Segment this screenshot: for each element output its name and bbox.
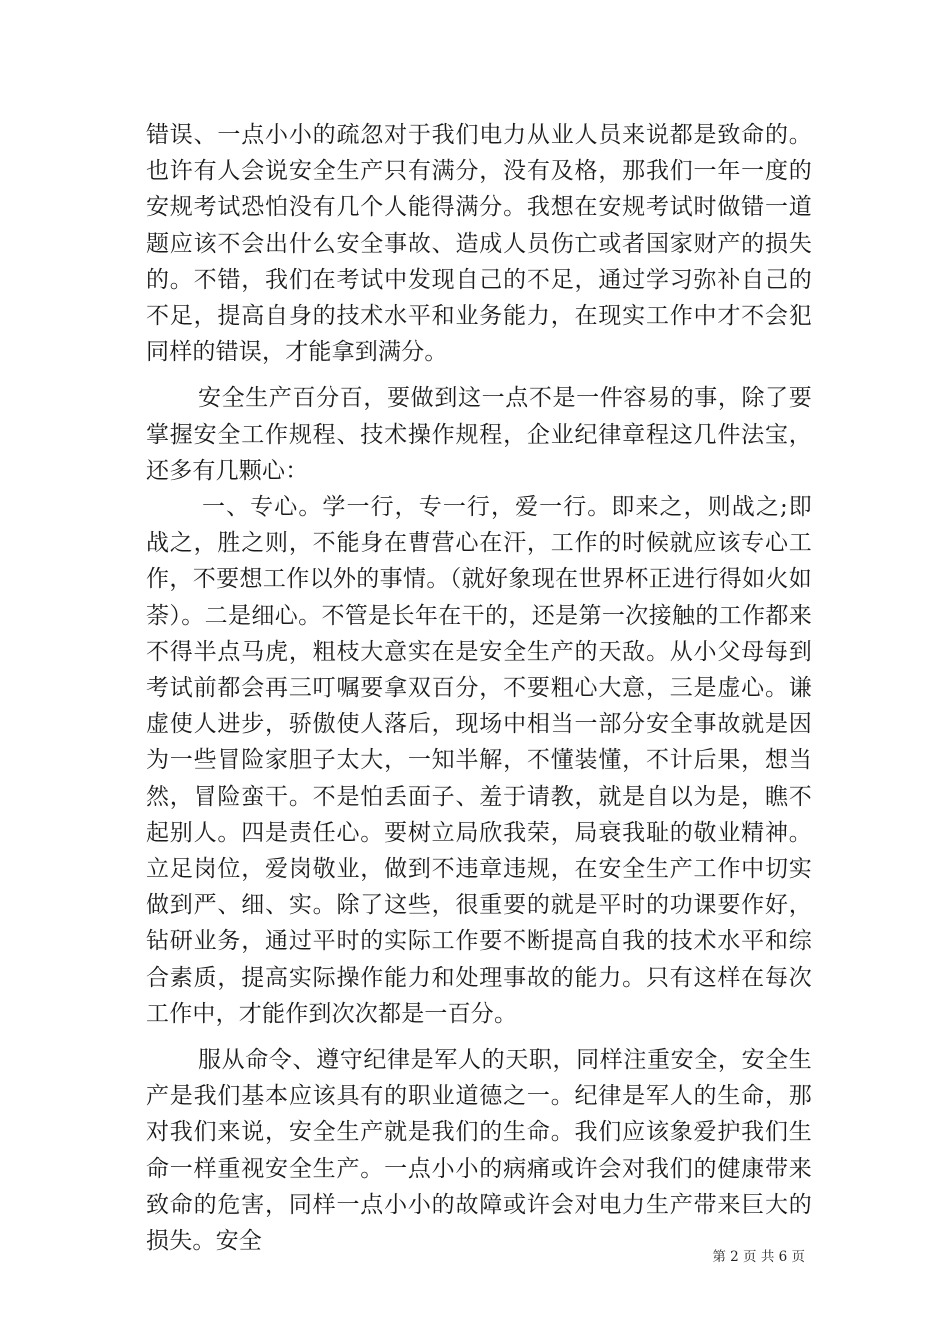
paragraph-3: 一、专心。学一行，专一行，爱一行。即来之，则战之;即战之，胜之则，不能身在曹营心在汗，工作的时候就应该专心工作，不要想工作以外的事情。（就好象现在世界杯正进行得如火如荼）。二是细心。不管是长年在干的，还是第一次接触的工作都来不得半点马虎，粗枝大意实在是安全生产的天敌。从小父母每到考试前都会再三叮嘱要拿双百分，不要粗心大意，三是虚心。谦虚使人进步，骄傲使人落后，现场中相当一部分安全事故就是因为一些冒险家胆子太大，一知半解，不懂装懂，不计后果，想当然，冒险蛮干。不是怕丢面子、羞于请教，就是自以为是，瞧不起别人。四是责任心。要树立局欣我荣，局衰我耻的敬业精神。立足岗位，爱岗敬业，做到不违章违规，在安全生产工作中切实做到严、细、实。除了这些，很重要的就是平时的功课要作好，钻研业务，通过平时的实际工作要不断提高自我的技术水平和综合素质，提高实际操作能力和处理事故的能力。只有这样在每次工作中，才能作到次次都是一百分。	[146, 494, 812, 1027]
paragraph-gap	[146, 370, 812, 380]
paragraph-gap	[146, 1032, 812, 1042]
page-number: 第 2 页 共 6 页	[712, 1249, 805, 1265]
document-body	[146, 117, 812, 1259]
paragraph-1: 错误、一点小小的疏忽对于我们电力从业人员来说都是致命的。也许有人会说安全生产只有满分，没有及格，那我们一年一度的安规考试恐怕没有几个人能得满分。我想在安规考试时做错一道题应该不会出什么安全事故、造成人员伤亡或者国家财产的损失的。不错，我们在考试中发现自己的不足，通过学习弥补自己的不足，提高自身的技术水平和业务能力，在现实工作中才不会犯同样的错误，才能拿到满分。	[146, 122, 812, 366]
paragraph-2: 安全生产百分百，要做到这一点不是一件容易的事，除了要掌握安全工作规程、技术操作规程，企业纪律章程这几件法宝，还多有几颗心：	[146, 385, 812, 484]
paragraph-4: 服从命令、遵守纪律是军人的天职，同样注重安全，安全生产是我们基本应该具有的职业道德之一。纪律是军人的生命，那对我们来说，安全生产就是我们的生命。我们应该象爱护我们生命一样重视安全生产。一点小小的病痛或许会对我们的健康带来致命的危害，同样一点小小的故障或许会对电力生产带来巨大的损失。安全	[146, 1047, 812, 1255]
